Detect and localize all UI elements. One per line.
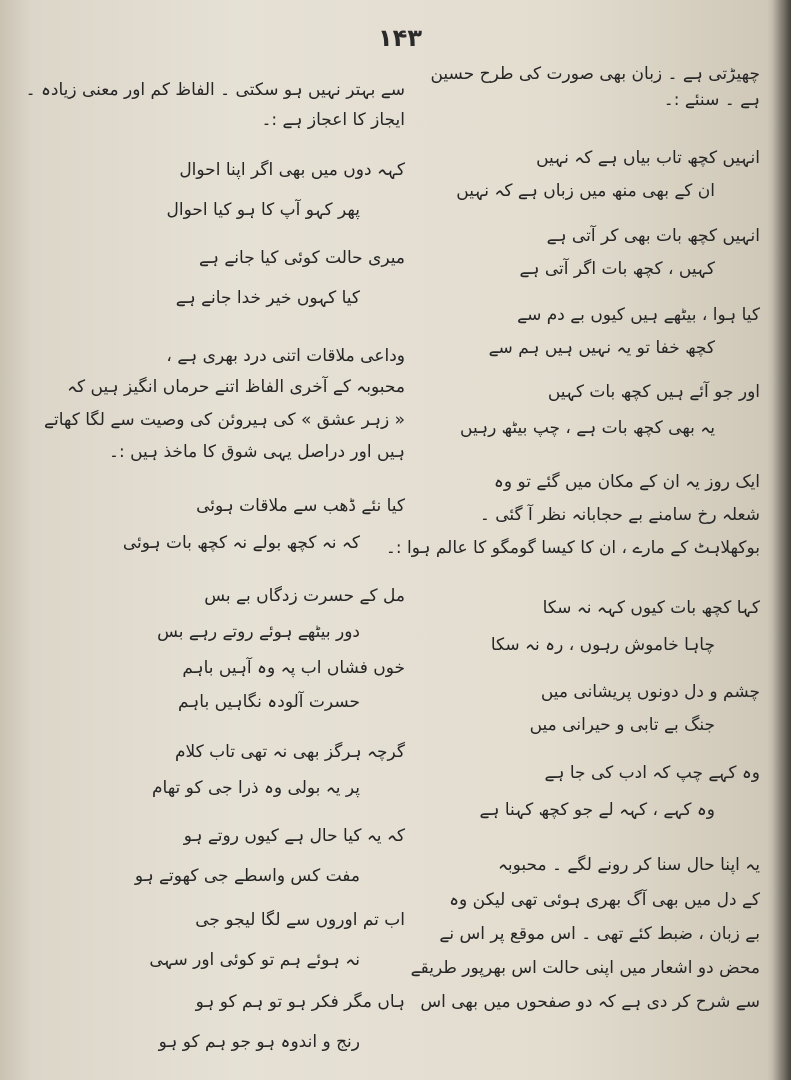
right-column-line-4: ان کے بھی منھ میں زباں ہے کہ نہیں (456, 181, 715, 201)
right-column-line-17: جنگ بے تابی و حیرانی میں (529, 715, 715, 735)
right-column-line-20: یہ اپنا حال سنا کر رونے لگے ۔ محبوبہ (497, 855, 760, 875)
left-column-line-14: دور بیٹھے ہوئے روتے رہے بس (157, 622, 360, 642)
left-column-line-5: میری حالت کوئی کیا جانے ہے (199, 248, 405, 268)
left-column-line-19: کہ یہ کیا حال ہے کیوں روتے ہو (183, 826, 405, 846)
right-column-line-23: محض دو اشعار میں اپنی حالت اس بھرپور طریقے (410, 958, 760, 978)
right-column-line-16: چشم و دل دونوں پریشانی میں (540, 682, 760, 702)
right-column-line-13: بوکھلاہٹ کے مارے ، ان کا کیسا گومگو کا عالم ہوا :۔ (385, 538, 760, 558)
left-column-line-20: مفت کس واسطے جی کھوتے ہو (134, 866, 360, 886)
left-column-line-2: ایجاز کا اعجاز ہے :۔ (261, 110, 405, 130)
right-column-line-3: انہیں کچھ تاب بیاں ہے کہ نہیں (536, 148, 760, 168)
left-column-line-23: ہاں مگر فکر ہو تو ہم کو ہو (195, 992, 405, 1012)
right-column-line-22: بے زبان ، ضبط کئے تھی ۔ اس موقع پر اس نے (439, 924, 760, 944)
book-spine-shadow (773, 0, 791, 1080)
right-column-line-19: وہ کہے ، کہہ لے جو کچھ کہنا ہے (479, 800, 715, 820)
left-column-line-11: کیا نئے ڈھب سے ملاقات ہوئی (196, 496, 405, 516)
left-column-line-22: نہ ہوئے ہم تو کوئی اور سہی (149, 950, 360, 970)
left-column-line-16: حسرت آلودہ نگاہیں باہم (177, 692, 360, 712)
page-number: ۱۴۳ (378, 24, 422, 52)
left-column-line-21: اب تم اوروں سے لگا لیجو جی (195, 910, 405, 930)
left-column-line-12: کہ نہ کچھ بولے نہ کچھ بات ہوئی (122, 533, 360, 553)
left-column-line-4: پھر کہو آپ کا ہو کیا احوال (166, 200, 360, 220)
left-column-line-1: سے بہتر نہیں ہو سکتی ۔ الفاظ کم اور معنی زیادہ ۔ (25, 80, 405, 100)
left-column-line-17: گرچہ ہرگز بھی نہ تھی تاب کلام (174, 742, 405, 762)
left-column-line-7: وداعی ملاقات اتنی درد بھری ہے ، (166, 346, 405, 366)
right-column-line-12: شعلہ رخ سامنے بے حجابانہ نظر آ گئی ۔ (479, 505, 760, 525)
right-column-line-14: کہا کچھ بات کیوں کہہ نہ سکا (542, 598, 760, 618)
left-column-line-9: « زہر عشق » کی ہیروئن کی وصیت سے لگا کھاتے (44, 410, 405, 430)
right-column-line-8: کچھ خفا تو یہ نہیں ہیں ہم سے (488, 338, 715, 358)
right-column-line-9: اور جو آئے ہیں کچھ بات کہیں (547, 382, 760, 402)
left-column-line-6: کیا کہوں خیر خدا جانے ہے (175, 288, 360, 308)
right-column-line-2: ہے ۔ سنئے :۔ (663, 90, 760, 110)
left-column-line-3: کہہ دوں میں بھی اگر اپنا احوال (179, 160, 405, 180)
left-column-line-8: محبوبہ کے آخری الفاظ اتنے حرماں انگیز ہیں کہ (67, 377, 405, 397)
right-column-line-21: کے دل میں بھی آگ بھری ہوئی تھی لیکن وہ (449, 890, 760, 910)
right-column-line-10: یہ بھی کچھ بات ہے ، چپ بیٹھ رہیں (460, 418, 715, 438)
right-column-line-24: سے شرح کر دی ہے کہ دو صفحوں میں بھی اس (420, 992, 760, 1012)
right-column-line-7: کیا ہوا ، بیٹھے ہیں کیوں بے دم سے (517, 305, 760, 325)
left-column-line-13: مل کے حسرت زدگاں بے بس (204, 586, 405, 606)
right-column-line-11: ایک روز یہ ان کے مکان میں گئے تو وہ (493, 472, 760, 492)
right-column-line-18: وہ کہے چپ کہ ادب کی جا ہے (544, 763, 760, 783)
left-column-line-24: رنج و اندوہ ہو جو ہم کو ہو (158, 1032, 360, 1052)
left-column-line-18: پر یہ بولی وہ ذرا جی کو تھام (152, 778, 360, 798)
right-column-line-15: چاہا خاموش رہوں ، رہ نہ سکا (490, 635, 715, 655)
left-column-line-15: خوں فشاں اب پہ وہ آہیں باہم (182, 658, 405, 678)
left-column-line-10: ہیں اور دراصل یہی شوق کا ماخذ ہیں :۔ (108, 442, 405, 462)
right-column-line-6: کہیں ، کچھ بات اگر آتی ہے (519, 259, 715, 279)
right-column-line-5: انہیں کچھ بات بھی کر آتی ہے (546, 226, 760, 246)
right-column-line-1: چھیڑتی ہے ۔ زبان بھی صورت کی طرح حسین (430, 64, 760, 84)
